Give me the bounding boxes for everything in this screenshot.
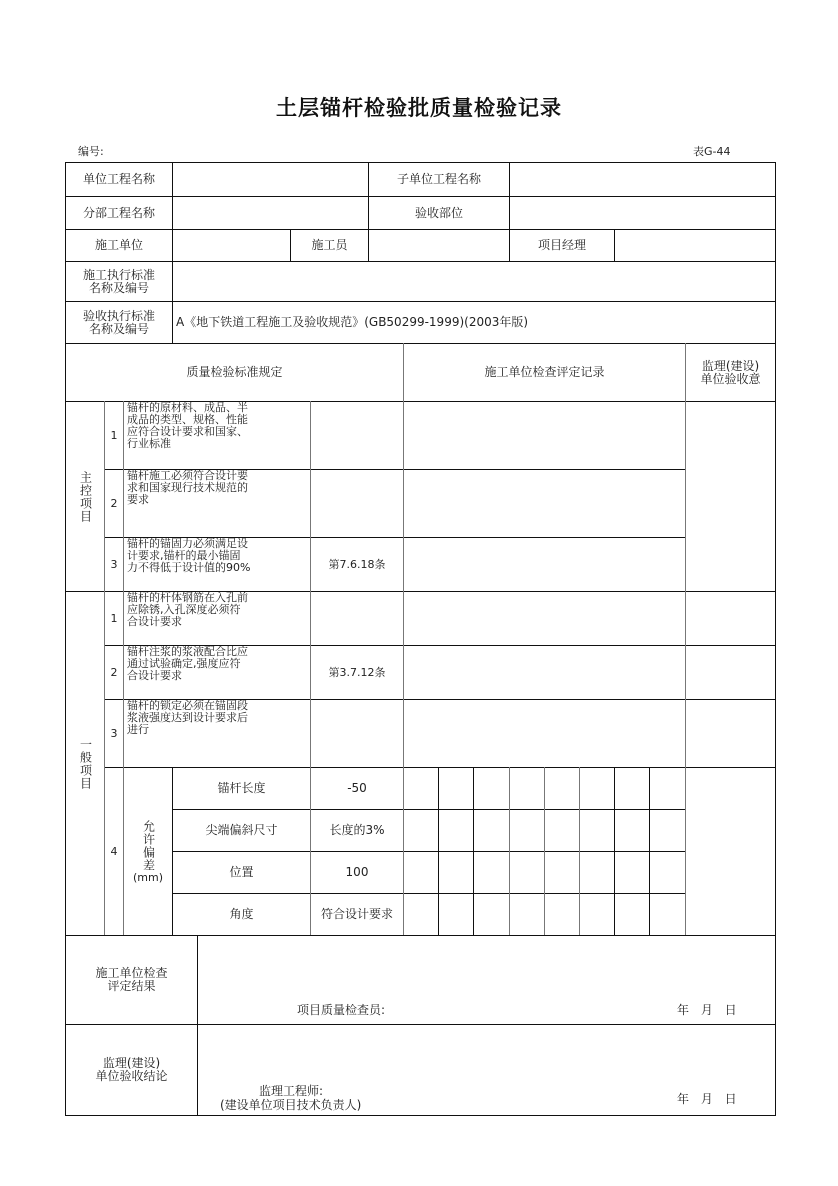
tolerance-measurement-cell[interactable] <box>510 768 544 809</box>
text-line: 成品的类型、规格、性能 <box>127 413 248 426</box>
general-item-2-clause: 第3.7.12条 <box>328 665 386 679</box>
exec-standard-label-line2: 名称及编号 <box>88 280 149 295</box>
general-item-3-number: 3 <box>110 726 118 740</box>
text-line: 力不得低于设计值的90% <box>127 561 251 574</box>
general-item-4-supervision[interactable] <box>686 768 775 935</box>
main-item-3-number: 3 <box>110 557 118 571</box>
supervision-engineer-label: 监理工程师: <box>259 1084 324 1098</box>
tolerance-measurement-cell[interactable] <box>439 810 473 851</box>
general-item-2-number: 2 <box>110 665 118 679</box>
tolerance-measurement-cell[interactable] <box>439 852 473 893</box>
main-item-3-record[interactable] <box>404 538 685 591</box>
acceptance-part-field[interactable] <box>510 197 775 229</box>
tolerance-row-value: 长度的3% <box>329 823 385 837</box>
tolerance-measurement-cell[interactable] <box>404 768 438 809</box>
tolerance-label-text: 允许偏差 <box>141 819 156 872</box>
main-items-supervision-opinion[interactable] <box>686 402 775 591</box>
main-item-1-text <box>124 402 310 469</box>
supervision-header-line2: 单位验收意 <box>700 371 761 386</box>
tolerance-measurement-cell[interactable] <box>510 810 544 851</box>
project-manager-label: 项目经理 <box>537 238 586 252</box>
text-line: 锚杆的杆体钢筋在入孔前 <box>127 591 248 604</box>
tolerance-measurement-cell[interactable] <box>545 810 579 851</box>
acceptance-standard-label-line1: 验收执行标准 <box>82 308 155 323</box>
text-line: 锚杆的锁定必须在锚固段 <box>127 699 248 712</box>
acceptance-standard-label <box>66 302 172 343</box>
general-item-3-clause <box>311 700 403 767</box>
tolerance-measurement-cell[interactable] <box>615 852 649 893</box>
form-title: 土层锚杆检验批质量检验记录 <box>276 96 562 120</box>
supervision-conclusion-line2: 单位验收结论 <box>95 1069 168 1083</box>
tolerance-measurement-cell[interactable] <box>545 894 579 935</box>
tolerance-measurement-cell[interactable] <box>510 852 544 893</box>
tolerance-row-value: 100 <box>345 865 369 879</box>
text-line: 进行 <box>127 723 149 736</box>
general-item-1-supervision[interactable] <box>686 592 775 645</box>
tolerance-measurement-cell[interactable] <box>474 852 509 893</box>
tolerance-label <box>124 768 172 935</box>
text-line: 锚杆的锚固力必须满足设 <box>127 537 248 550</box>
tolerance-row-name: 锚杆长度 <box>217 781 266 795</box>
text-line: 计要求,锚杆的最小锚固 <box>127 549 241 562</box>
tolerance-measurement-cell[interactable] <box>545 852 579 893</box>
general-item-2-text <box>124 646 310 699</box>
text-line: 合设计要求 <box>127 669 182 682</box>
main-item-1-record[interactable] <box>404 402 685 469</box>
tolerance-measurement-cell[interactable] <box>650 852 685 893</box>
main-item-3-clause: 第7.6.18条 <box>328 557 386 571</box>
tolerance-measurement-cell[interactable] <box>580 894 614 935</box>
tolerance-measurement-cell[interactable] <box>650 810 685 851</box>
construction-unit-field[interactable] <box>173 230 290 261</box>
tolerance-measurement-cell[interactable] <box>404 810 438 851</box>
sub-unit-project-label: 子单位工程名称 <box>396 172 481 186</box>
tolerance-row-name: 位置 <box>229 865 254 879</box>
acceptance-standard-label-line2: 名称及编号 <box>88 321 149 336</box>
text-line: 应除锈,入孔深度必须符 <box>127 603 241 616</box>
tolerance-measurement-cell[interactable] <box>615 894 649 935</box>
general-items-category: 一般项目 <box>78 737 93 790</box>
construction-result-label <box>66 936 197 1024</box>
unit-project-field[interactable] <box>173 163 368 196</box>
tech-lead-label: (建设单位项目技术负责人) <box>220 1098 362 1112</box>
tolerance-row-value: -50 <box>347 781 367 795</box>
tolerance-measurement-cell[interactable] <box>474 768 509 809</box>
tolerance-measurement-cell[interactable] <box>580 852 614 893</box>
supervision-conclusion-label <box>66 1025 197 1115</box>
tolerance-row-name: 尖端偏斜尺寸 <box>205 823 278 837</box>
text-line: 锚杆注浆的浆液配合比应 <box>127 645 248 658</box>
exec-standard-field[interactable] <box>173 262 775 301</box>
tolerance-measurement-cell[interactable] <box>474 810 509 851</box>
text-line: 合设计要求 <box>127 615 182 628</box>
quality-inspector-label: 项目质量检查员: <box>297 1003 386 1017</box>
tolerance-measurement-cell[interactable] <box>404 894 438 935</box>
acceptance-standard-field[interactable]: A《地下铁道工程施工及验收规范》(GB50299-1999)(2003年版) <box>176 315 529 329</box>
supervision-opinion-header <box>686 344 775 401</box>
text-line: 通过试验确定,强度应符 <box>127 657 241 670</box>
text-line: 要求 <box>127 493 149 506</box>
tolerance-measurement-cell[interactable] <box>580 768 614 809</box>
exec-standard-label-line1: 施工执行标准 <box>82 267 155 282</box>
date-label: 年 月 日 <box>677 1092 737 1106</box>
main-item-1-clause <box>311 402 403 469</box>
division-label: 分部工程名称 <box>82 205 155 220</box>
text-line: 求和国家现行技术规范的 <box>127 481 248 494</box>
form-code: 表G-44 <box>693 145 731 158</box>
text-line: 锚杆施工必须符合设计要 <box>127 469 248 482</box>
constructor-label: 施工员 <box>311 238 348 252</box>
main-item-2-number: 2 <box>110 496 118 510</box>
general-item-1-number: 1 <box>110 611 118 625</box>
construction-record-header: 施工单位检查评定记录 <box>484 365 605 379</box>
general-item-1-clause <box>311 592 403 645</box>
tolerance-measurement-cell[interactable] <box>650 768 685 809</box>
construction-result-line2: 评定结果 <box>107 979 156 993</box>
main-item-3-text <box>124 538 310 591</box>
sub-unit-project-field[interactable] <box>510 163 775 196</box>
quality-standard-header: 质量检验标准规定 <box>186 365 283 379</box>
tolerance-row-name: 角度 <box>229 907 254 921</box>
tolerance-measurement-cell[interactable] <box>615 810 649 851</box>
tolerance-measurement-cell[interactable] <box>474 894 509 935</box>
unit-project-label: 单位工程名称 <box>82 172 155 186</box>
division-field[interactable] <box>173 197 368 229</box>
constructor-field[interactable] <box>369 230 509 261</box>
main-items-category: 主控项目 <box>78 470 93 523</box>
tolerance-measurement-cell[interactable] <box>545 768 579 809</box>
tolerance-measurement-cell[interactable] <box>439 894 473 935</box>
tolerance-measurement-cell[interactable] <box>650 894 685 935</box>
project-manager-field[interactable] <box>615 230 775 261</box>
acceptance-part-label: 验收部位 <box>414 205 463 220</box>
supervision-header-line1: 监理(建设) <box>701 358 760 373</box>
general-item-3-supervision[interactable] <box>686 700 775 767</box>
main-item-1-number: 1 <box>110 428 118 442</box>
tolerance-measurement-cell[interactable] <box>615 768 649 809</box>
general-item-2-record[interactable] <box>404 646 685 699</box>
construction-unit-label: 施工单位 <box>94 238 143 252</box>
text-line: 浆液强度达到设计要求后 <box>127 711 248 724</box>
serial-number-label: 编号: <box>78 145 104 158</box>
general-item-4-number: 4 <box>110 844 118 858</box>
text-line: 行业标准 <box>127 437 171 450</box>
general-item-3-text <box>124 700 310 767</box>
supervision-conclusion-line1: 监理(建设) <box>102 1056 161 1070</box>
tolerance-row-value: 符合设计要求 <box>320 907 393 921</box>
general-item-2-supervision[interactable] <box>686 646 775 699</box>
text-line: 锚杆的原材料、成品、半 <box>127 401 248 414</box>
general-item-1-record[interactable] <box>404 592 685 645</box>
tolerance-measurement-cell[interactable] <box>404 852 438 893</box>
construction-result-line1: 施工单位检查 <box>95 966 168 980</box>
exec-standard-label <box>66 262 172 301</box>
main-item-2-clause <box>311 470 403 537</box>
main-item-2-text <box>124 470 310 537</box>
tolerance-measurement-cell[interactable] <box>510 894 544 935</box>
tolerance-measurement-cell[interactable] <box>580 810 614 851</box>
main-item-2-record[interactable] <box>404 470 685 537</box>
tolerance-unit: (mm) <box>132 870 163 884</box>
table-line <box>775 162 776 1116</box>
general-item-3-record[interactable] <box>404 700 685 767</box>
general-item-1-text <box>124 592 310 645</box>
tolerance-measurement-cell[interactable] <box>439 768 473 809</box>
text-line: 应符合设计要求和国家、 <box>127 425 248 438</box>
table-line <box>65 1115 776 1116</box>
date-label: 年 月 日 <box>677 1003 737 1017</box>
